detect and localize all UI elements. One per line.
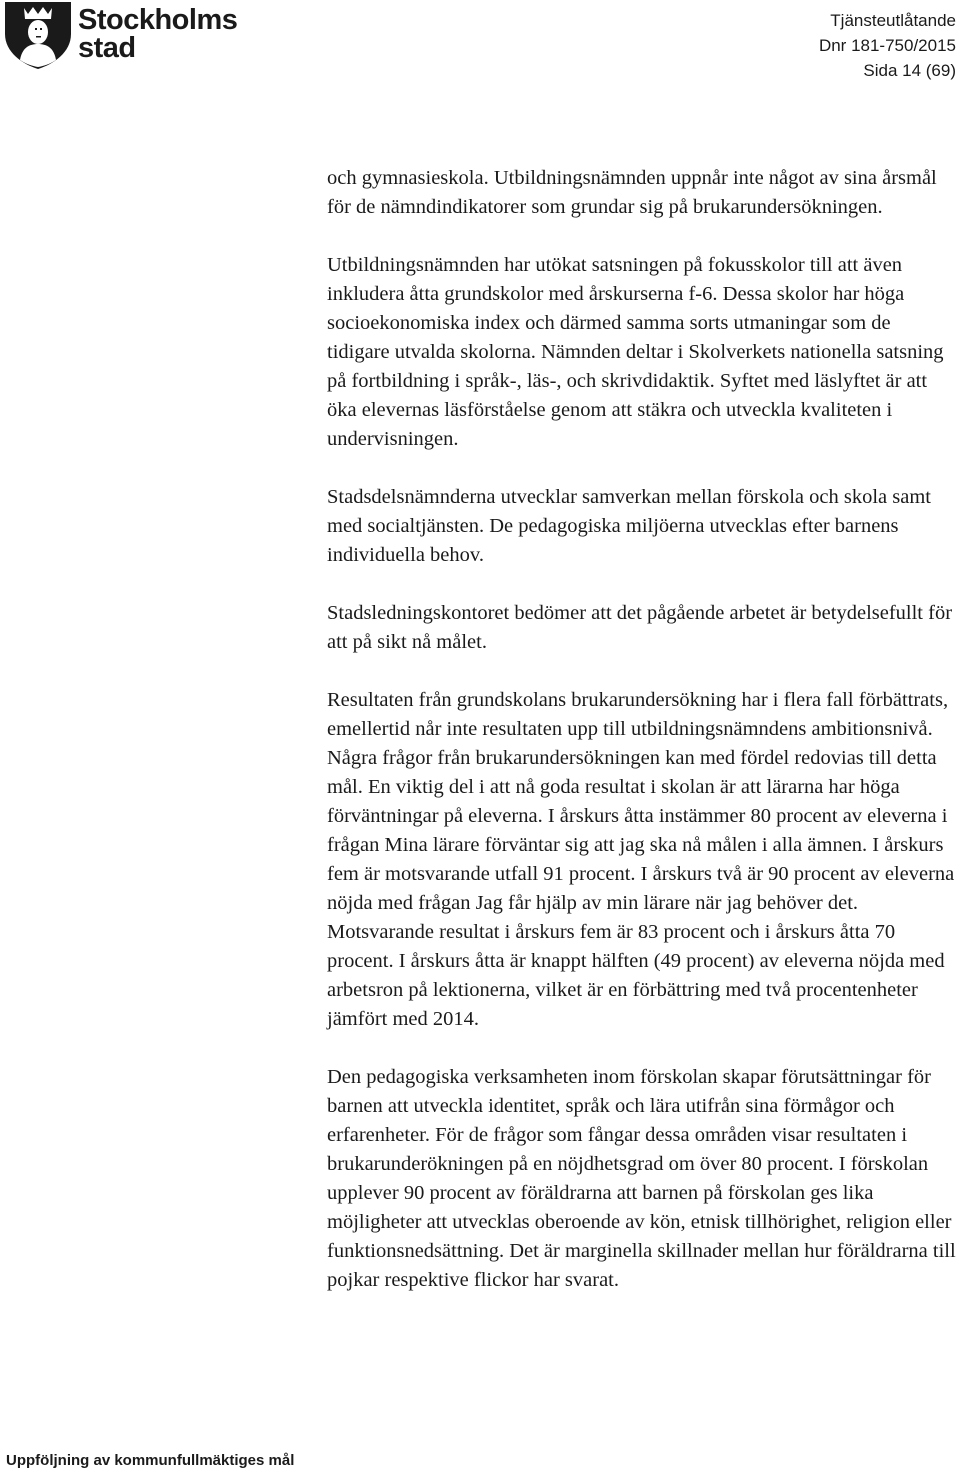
document-number: Dnr 181-750/2015 — [818, 36, 956, 55]
document-body — [327, 164, 957, 1324]
document-header-meta — [819, 8, 956, 83]
paragraph: Stadsdelsnämnderna utvecklar samverkan mellan förskola och skola samt med socialtjänsten. De pedagogiska miljöerna utvecklas efter barnens individuella behov. — [327, 486, 931, 566]
logo-line-2: stad — [78, 32, 136, 64]
document-type: Tjänsteutlåtande — [830, 11, 956, 30]
paragraph: Utbildningsnämnden har utökat satsningen på fokusskolor till att även inkludera åtta grundskolor med årskurserna f-6. Dessa skolor har höga socioekonomiska index och därmed samma sorts utmaningar som de tidigare utvalda skolorna. Nämnden deltar i Skolverkets nationella satsning på fortbildning i språk-, läs-, och skrivdidaktik. Syftet med läslyftet är att öka elevernas läsförståelse genom att stäkra och utveckla kvaliteten i undervisningen. — [327, 254, 944, 450]
paragraph: och gymnasieskola. Utbildningsnämnden uppnår inte något av sina årsmål för de nämndindikatorer som grundar sig på brukarundersökningen. — [327, 167, 937, 218]
logo-line-1: Stockholms — [78, 4, 238, 36]
crest-icon — [2, 0, 74, 70]
paragraph: Resultaten från grundskolans brukarundersökning har i flera fall förbättrats, emellertid når inte resultaten upp till utbildningsnämndens ambitionsnivå. Några frågor från brukarundersökningen kan med fördel redovias till detta mål. En viktig del i att nå goda resultat i skolan är att lärarna har höga förväntningar på eleverna. I årskurs åtta instämmer 80 procent av eleverna i frågan Mina lärare förväntar sig att jag ska nå målen i alla ämnen. I årskurs fem är motsvarande utfall 91 procent. I årskurs två är 90 procent av eleverna nöjda med frågan Jag får hjälp av min lärare när jag behöver det. Motsvarande resultat i årskurs fem är 83 procent och i årskurs åtta 70 procent. I årskurs åtta är knappt hälften (49 procent) av eleverna nöjda med arbetsron på lektionerna, vilket är en förbättring med två procentenheter jämfört med 2014. — [327, 689, 955, 1030]
page-number: Sida 14 (69) — [863, 61, 956, 80]
paragraph: Den pedagogiska verksamheten inom förskolan skapar förutsättningar för barnen att utveckla identitet, språk och lära utifrån sina förmågor och erfarenheter. För de frågor som fångar dessa områden visar resultaten i brukarunderökningen på en nöjdhetsgrad om över 80 procent. I förskolan upplever 90 procent av föräldrarna att barnen på förskolan ges lika möjligheter att utvecklas oberoende av kön, etnisk tillhörighet, religion eller funktionsnedsättning. Det är marginella skillnader mellan hur föräldrarna till pojkar respektive flickor har svarat. — [327, 1066, 956, 1291]
stockholms-stad-logo — [0, 0, 240, 70]
footer-title: Uppföljning av kommunfullmäktiges mål — [6, 1452, 295, 1469]
paragraph: Stadsledningskontoret bedömer att det pågående arbetet är betydelsefullt för att på sikt nå målet. — [327, 602, 953, 653]
logo-wordmark — [78, 6, 237, 62]
